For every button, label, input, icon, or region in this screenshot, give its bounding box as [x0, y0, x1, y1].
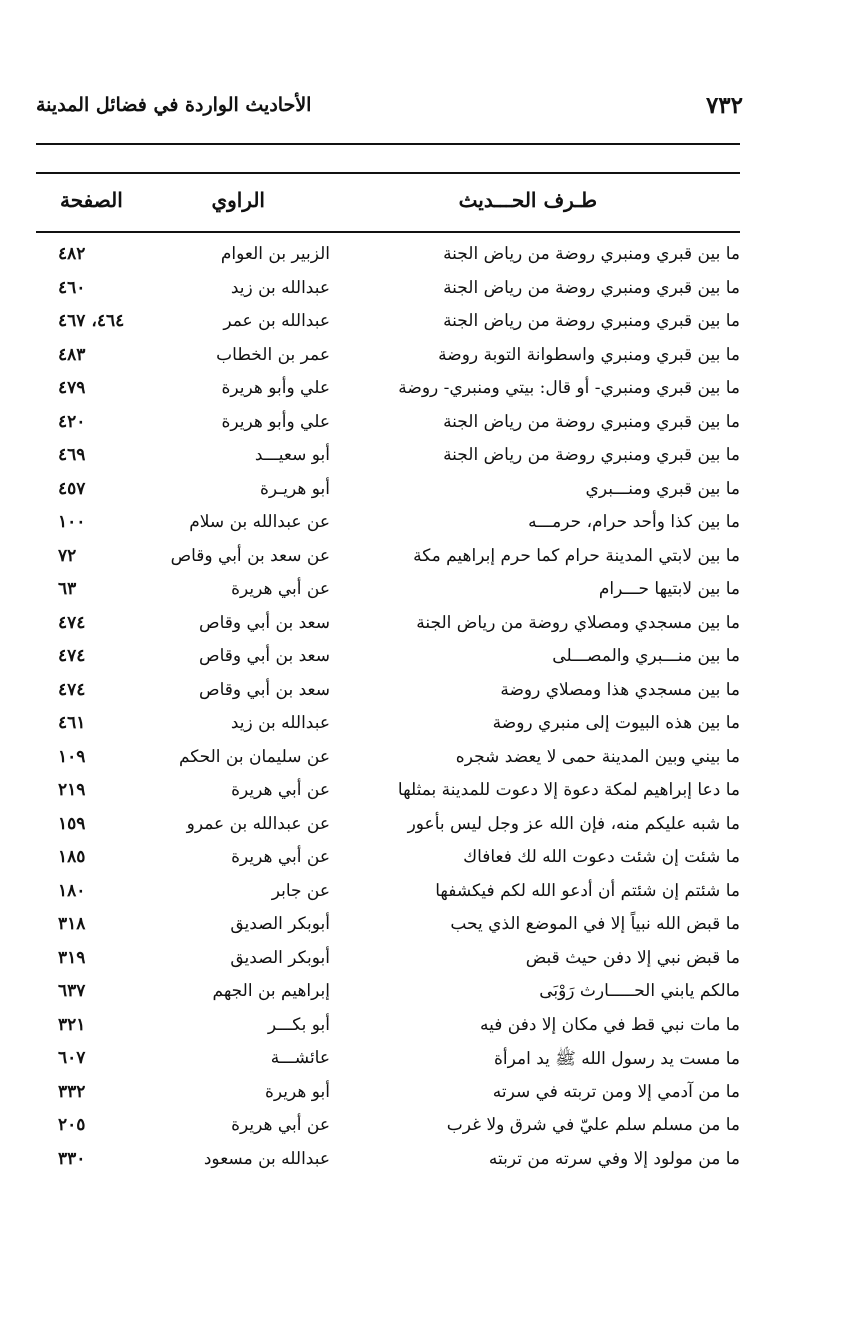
hadith-cell: ما قبض الله نبياً إلا في الموضع الذي يحب: [450, 914, 740, 934]
hadith-cell: ما مات نبي قط في مكان إلا دفن فيه: [480, 1014, 740, 1035]
page-cell: ٤٨٢: [58, 244, 86, 264]
page-cell: ١٨٥: [58, 847, 86, 867]
table-row: [36, 1111, 740, 1145]
page-cell: ١٠٩: [58, 746, 86, 767]
top-rule-1: [36, 143, 740, 145]
page-cell: ٤٧٩: [58, 378, 86, 398]
page-cell: ٤٧٤: [58, 679, 86, 700]
hadith-cell: مالكم يابني الحـــــارث رَوْبَى: [539, 981, 740, 1001]
table-row: [36, 776, 740, 810]
table-row: [36, 843, 740, 877]
table-row: [36, 475, 740, 509]
page-cell: ٣٣٢: [58, 1081, 86, 1102]
narrator-cell: عن عبدالله بن سلام: [189, 512, 330, 532]
narrator-cell: عبدالله بن زيد: [230, 277, 330, 298]
table-row: [36, 1011, 740, 1045]
narrator-cell: أبو هريـرة: [260, 478, 330, 499]
hadith-cell: ما بين قبري ومنبري روضة من رياض الجنة: [443, 311, 740, 331]
page-cell: ٤٧٤: [58, 646, 86, 666]
hadith-cell: ما بين قبري ومنبري روضة من رياض الجنة: [443, 411, 740, 432]
narrator-cell: أبو بكـــر: [267, 1014, 330, 1035]
table-row: [36, 408, 740, 442]
hadith-cell: ما بين قبري ومنبري روضة من رياض الجنة: [443, 445, 740, 465]
column-header-page: الصفحة: [60, 188, 123, 212]
hadith-cell: ما من مولود إلا وفي سرته من تربته: [488, 1148, 740, 1169]
table-row: [36, 575, 740, 609]
table-row: [36, 709, 740, 743]
hadith-cell: ما بين مسجدي ومصلاي روضة من رياض الجنة: [416, 612, 740, 633]
column-header-narrator: الراوي: [211, 188, 265, 212]
narrator-cell: سعد بن أبي وقاص: [199, 646, 330, 666]
hadith-cell: ما بين كذا وأحد حرام، حرمـــه: [528, 512, 740, 532]
page-cell: ٤٦٤، ٤٦٧: [58, 311, 125, 331]
narrator-cell: عن عبدالله بن عمرو: [186, 813, 330, 834]
hadith-cell: ما شئت إن شئت دعوت الله لك فعافاك: [463, 847, 740, 867]
narrator-cell: عن أبي هريرة: [231, 847, 330, 867]
page-cell: ٤٥٧: [58, 478, 86, 499]
hadith-cell: ما بين لابتي المدينة حرام كما حرم إبراهيم مكة: [413, 545, 740, 566]
hadith-cell: ما بين منـــبري والمصـــلى: [552, 646, 740, 666]
hadith-cell: ما بين قبري ومنبري واسطوانة التوبة روضة: [438, 344, 740, 365]
hadith-cell: ما بين لابتيها حـــرام: [598, 579, 740, 599]
narrator-cell: عن أبي هريرة: [231, 780, 330, 800]
index-table-body: [36, 240, 740, 1178]
table-row: [36, 977, 740, 1011]
hadith-cell: ما دعا إبراهيم لمكة دعوة إلا دعوت للمدينة بمثلها: [397, 780, 740, 800]
narrator-cell: عبدالله بن مسعود: [203, 1148, 330, 1169]
page-cell: ٤٦٩: [58, 445, 86, 465]
narrator-cell: عبدالله بن عمر: [223, 311, 330, 331]
narrator-cell: عن جابر: [271, 880, 330, 901]
page-cell: ٦٣: [58, 579, 77, 599]
hadith-cell: ما شئتم إن شئتم أن أدعو الله لكم فيكشفها: [435, 880, 740, 901]
page-cell: ١٠٠: [58, 512, 86, 532]
table-row: [36, 307, 740, 341]
table-row: [36, 877, 740, 911]
page-cell: ٧٢: [58, 545, 77, 566]
table-row: [36, 1044, 740, 1078]
narrator-cell: عن أبي هريرة: [231, 1115, 330, 1135]
table-row: [36, 240, 740, 274]
narrator-cell: عمر بن الخطاب: [216, 344, 330, 365]
narrator-cell: عبدالله بن زيد: [230, 713, 330, 733]
table-row: [36, 642, 740, 676]
table-row: [36, 1145, 740, 1179]
narrator-cell: علي وأبو هريرة: [221, 378, 330, 398]
narrator-cell: الزبير بن العوام: [220, 244, 330, 264]
hadith-cell: ما مست يد رسول الله ﷺ يد امرأة: [494, 1049, 740, 1069]
page-cell: ٤٦٠: [58, 277, 86, 298]
narrator-cell: أبوبكر الصديق: [230, 914, 330, 934]
page-cell: ٤٢٠: [58, 411, 86, 432]
hadith-cell: ما بين قبري ومنبري روضة من رياض الجنة: [443, 244, 740, 264]
narrator-cell: سعد بن أبي وقاص: [199, 679, 330, 700]
table-row: [36, 676, 740, 710]
page-cell: ١٨٠: [58, 880, 86, 901]
page-cell: ٣٣٠: [58, 1148, 86, 1169]
table-row: [36, 508, 740, 542]
table-row: [36, 441, 740, 475]
table-row: [36, 1078, 740, 1112]
running-title: الأحاديث الواردة في فضائل المدينة: [36, 94, 312, 116]
page-cell: ٢٠٥: [58, 1115, 86, 1135]
narrator-cell: عن أبي هريرة: [231, 579, 330, 599]
table-row: [36, 341, 740, 375]
page-cell: ٣٢١: [58, 1014, 86, 1035]
column-header-hadith: طـرف الحـــديث: [458, 188, 597, 212]
table-row: [36, 274, 740, 308]
top-rule-2: [36, 172, 740, 174]
page-cell: ٤٧٤: [58, 612, 86, 633]
table-row: [36, 374, 740, 408]
table-row: [36, 743, 740, 777]
hadith-cell: ما بين مسجدي هذا ومصلاي روضة: [500, 679, 740, 700]
narrator-cell: أبو هريرة: [264, 1081, 330, 1102]
narrator-cell: أبو سعيـــد: [254, 445, 330, 465]
page-cell: ٤٦١: [58, 713, 86, 733]
hadith-cell: ما شبه عليكم منه، فإن الله عز وجل ليس بأعور: [407, 813, 740, 834]
hadith-cell: ما من مسلم سلم عليّ في شرق ولا غرب: [446, 1115, 740, 1135]
hadith-cell: ما بين قبري ومنبري- أو قال: بيتي ومنبري- روضة: [398, 378, 740, 398]
table-row: [36, 910, 740, 944]
table-row: [36, 609, 740, 643]
page-cell: ١٥٩: [58, 813, 86, 834]
header-rule: [36, 231, 740, 233]
narrator-cell: عن سليمان بن الحكم: [178, 746, 330, 767]
hadith-cell: ما بين هذه البيوت إلى منبري روضة: [492, 713, 740, 733]
table-row: [36, 542, 740, 576]
narrator-cell: سعد بن أبي وقاص: [199, 612, 330, 633]
page-cell: ٤٨٣: [58, 344, 86, 365]
hadith-cell: ما بيني وبين المدينة حمى لا يعضد شجره: [455, 746, 740, 767]
page-cell: ٢١٩: [58, 780, 86, 800]
narrator-cell: عن سعد بن أبي وقاص: [170, 545, 330, 566]
page-cell: ٣١٨: [58, 914, 86, 934]
narrator-cell: عائشـــة: [270, 1048, 330, 1068]
hadith-cell: ما بين قبري ومنبري روضة من رياض الجنة: [443, 277, 740, 298]
narrator-cell: علي وأبو هريرة: [221, 411, 330, 432]
hadith-cell: ما بين قبري ومنـــبري: [585, 478, 740, 499]
page-cell: ٦٠٧: [58, 1048, 86, 1068]
page-cell: ٦٣٧: [58, 981, 86, 1001]
hadith-cell: ما قبض نبي إلا دفن حيث قبض: [525, 947, 740, 968]
table-row: [36, 944, 740, 978]
page-cell: ٣١٩: [58, 947, 86, 968]
narrator-cell: إبراهيم بن الجهم: [212, 981, 330, 1001]
hadith-cell: ما من آدمي إلا ومن تربته في سرته: [492, 1081, 740, 1102]
narrator-cell: أبوبكر الصديق: [230, 947, 330, 968]
page-number: ٧٣٢: [705, 92, 743, 119]
table-row: [36, 810, 740, 844]
